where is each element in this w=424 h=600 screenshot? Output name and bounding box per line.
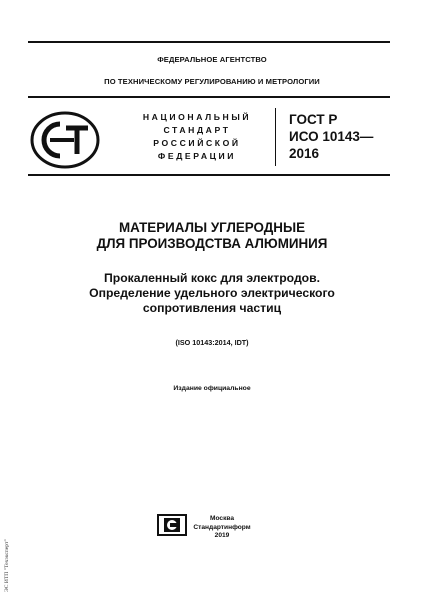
title-divider: [28, 174, 390, 176]
document-subtitle: [0, 271, 424, 316]
designation-line-1: ГОСТ Р: [289, 112, 338, 127]
subtitle-line-1: Прокаленный кокс для электродов.: [104, 271, 320, 285]
standard-label-line-3: РОССИЙСКОЙ: [153, 138, 241, 148]
side-watermark: ЭС ИТП "Техэксперт": [4, 539, 10, 592]
standard-label-line-4: ФЕДЕРАЦИИ: [157, 151, 237, 161]
standard-label-line-1: НАЦИОНАЛЬНЫЙ: [142, 112, 252, 122]
agency-name-line-2: ПО ТЕХНИЧЕСКОМУ РЕГУЛИРОВАНИЮ И МЕТРОЛОГИИ: [104, 77, 320, 86]
subtitle-line-3: сопротивления частиц: [142, 301, 282, 315]
edition-label: Издание официальное: [173, 385, 251, 392]
designation-line-2: ИСО 10143—: [289, 129, 374, 144]
top-divider: [28, 41, 390, 43]
header-divider: [28, 96, 390, 98]
standard-divider: [275, 108, 276, 166]
designation-line-3: 2016: [289, 146, 320, 161]
standard-label: [122, 111, 272, 163]
standartinform-logo-icon: [157, 514, 187, 536]
title-line-2: ДЛЯ ПРОИЗВОДСТВА АЛЮМИНИЯ: [96, 236, 328, 251]
iso-reference: (ISO 10143:2014, IDT): [175, 338, 249, 347]
gost-r-emblem-icon: [30, 110, 100, 170]
publisher-year: 2019: [214, 532, 230, 539]
publisher-name: Стандартинформ: [193, 523, 251, 531]
publisher-city: Москва: [209, 515, 235, 522]
publisher-info: [192, 515, 252, 541]
document-title: [0, 220, 424, 252]
subtitle-line-2: Определение удельного электрического: [89, 286, 335, 300]
title-line-1: МАТЕРИАЛЫ УГЛЕРОДНЫЕ: [118, 220, 306, 235]
standard-label-line-2: СТАНДАРТ: [163, 125, 231, 135]
standard-designation: [289, 111, 373, 162]
agency-name-line-1: ФЕДЕРАЛЬНОЕ АГЕНТСТВО: [157, 55, 267, 64]
